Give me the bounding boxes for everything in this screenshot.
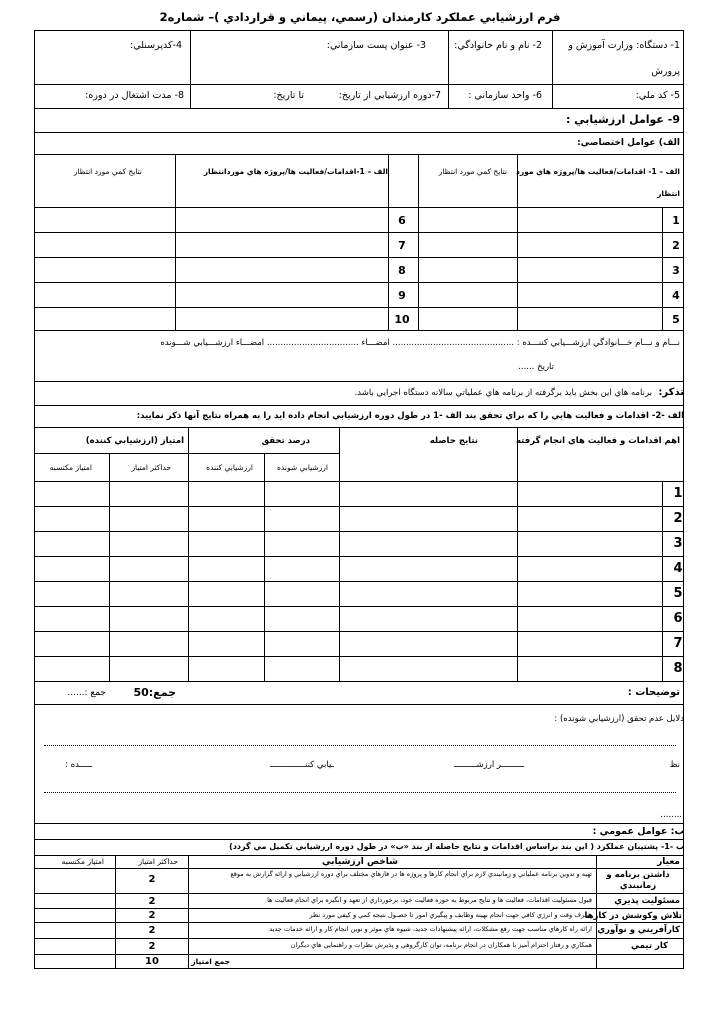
field-personnel-code: 4-كدپرسنلي: [130,40,182,51]
section9-title: 9- عوامل ارزشيابي : [565,113,680,126]
max-score: 2 [148,925,156,936]
field-organization: 1- دستگاه: وزارت آموزش و [568,40,680,51]
col-header-actions-2: الف – 1-اقدامات/فعاليت ها/پروژه هاي موردانتظار [203,167,388,176]
note-text: برنامه هاي اين بخش بايد برگرفته از برنامه هاي عملياتي سالانه دستگاه اجرايي باشد. [354,388,652,398]
table-row-line [34,282,684,283]
col-header-max-score: حداكثر امتياز [131,463,171,472]
evaluator-opinion-label-part: ـــــــــر ارزشـــــــــ [454,760,524,770]
row-number: 4 [672,289,680,302]
table-col-line [175,154,176,330]
sum-max-score: جمع:50 [133,686,176,699]
col-header-score: امتياز (ارزشيابي كننده) [85,436,184,446]
table-col-line [517,427,518,681]
col-header-earned: امتياز مكتسبه [61,857,104,866]
header-row-divider [34,84,684,85]
date-line: تاريخ ...... [518,362,554,372]
row-number: 2 [672,239,680,252]
table-row-line [34,453,339,454]
row-number: 7 [673,636,683,651]
row-number: 7 [398,239,406,252]
criterion-teamwork: كار تيمي [631,941,668,951]
dotted-end: ........ [660,810,682,820]
col-header-criteria: معيار [657,857,680,867]
table-row-line [34,606,684,607]
row-number: 8 [398,264,406,277]
field-period-from: 7-دوره ارزشيابي از تاريخ: [338,90,441,101]
row-number: 5 [673,586,683,601]
table-col-line [517,154,518,330]
divider [34,405,684,406]
evaluator-opinion-label-part: ـــــده : [65,760,92,770]
col-header-evaluatee: ارزشيابي شونده [277,463,328,472]
col-header-actions-cont: انتظار [657,189,680,198]
row-number: 1 [673,486,683,501]
table-row-line [34,938,684,939]
signature-line: نـــام و نـــام خـــانوادگي ارزشـــيابي كننـــده : ............................................. امضـــاء .................................. امضـــاء ارزشـــيابي شـــونده [160,338,680,348]
divider [34,855,684,856]
table-col-line [264,453,265,681]
table-row-line [34,330,684,331]
field-fullname: 2- نام و نام خانوادگي: [454,40,542,51]
indicator-innovation: ارائه راه كارهاي مناسب جهت رفع مشكلات، ارائه پيشنهادات جديد، شيوه هاي موثر و نوين انجام كار و ارائه خدمات جديد [269,925,592,933]
specific-factors-title: الف) عوامل اختصاصي: [577,138,680,148]
table-row-line [34,908,684,909]
field-national-id: 5- كد ملي: [635,90,680,101]
form-title: فرم ارزشيابي عملكرد كارمندان (رسمي، پيماني و قراردادي )– شماره2 [159,10,561,24]
table-row-line [34,556,684,557]
max-score: 2 [148,896,156,907]
criterion-responsibility: مسئوليت پذيري [614,896,680,906]
row-number: 9 [398,289,406,302]
evaluator-opinion-label: نظ [669,760,680,770]
divider [34,823,684,824]
divider [34,427,684,428]
table-col-line [188,427,189,681]
criterion-innovation: كارآفريني و نوآوري [597,925,680,935]
alef2-title: الف -2- اقدامات و فعاليت هايي را كه براي تحقق بند الف -1 در طول دوره ارزشيابي انجام داده ايد را به همراه نتايج آنها ذكر نماييد: [136,411,684,421]
divider [34,839,684,840]
col-header-quant-results-2: نتايج كمي مورد انتظار [73,167,142,176]
header-bottom-divider [34,108,684,109]
divider [34,381,684,382]
indicator-planning: تهيه و تدوين برنامه عملياتي و زمانبندي لازم براي انجام كارها و پروژه ها در فازهاي مختلف براي دوره ارزشيابي و ارائه گزارش به موقع [230,870,592,878]
criterion-planning: داشتن برنامه و زمانبندي [606,870,670,891]
general-factors-subtitle: ب -1- پشتيبان عملكرد ( اين بند براساس اقدامات و نتايج حاصله از بند «ب» در طول دوره ارزشيابي تكميل مي گردد) [229,842,684,851]
col-header-results: نتايج حاصله [429,436,478,446]
divider [34,704,684,705]
max-score: 2 [148,874,156,885]
table-row-line [34,531,684,532]
field-period-to: تا تاريخ: [273,90,304,101]
table-col-line [662,207,663,330]
header-col-divider-1 [552,30,553,108]
sum-label: جمع امتياز [191,957,230,966]
reasons-label: دلايل عدم تحقق (ارزشيابي شونده) : [554,714,684,724]
row-number: 3 [673,536,683,551]
row-number: 2 [673,511,683,526]
table-col-line [339,427,340,681]
col-header-indicator: شاخص ارزشيابي [322,857,398,867]
col-header-max: حداكثر امتياز [138,857,178,866]
table-row-line [34,631,684,632]
field-employment-duration: 8- مدت اشتغال در دوره: [85,90,184,101]
row-number: 4 [673,561,683,576]
note-label: تذكر: [658,387,684,398]
header-col-divider-2 [448,30,449,84]
header-col-divider-3 [190,30,191,108]
row-number: 1 [672,214,680,227]
table-row-line [34,307,684,308]
max-score: 2 [148,941,156,952]
max-score: 2 [148,910,156,921]
table-col-line [418,154,419,330]
row-number: 6 [673,611,683,626]
row-number: 8 [673,661,683,676]
table-row-line [34,481,684,482]
criterion-effort: تلاش وكوشش در كارها [584,911,682,921]
divider [34,132,684,133]
col-header-earned-score: امتياز مكتسبه [49,463,92,472]
indicator-effort: صـرف وقت و انرژي كافي جهت انجام بهينه وظايف و پيگيري امور تا حصـول نتيجه كمي و كيفي مورد نظر [309,911,592,919]
sum-value: 10 [145,956,159,967]
dotted-line [44,792,676,793]
col-header-evaluator: ارزشيابي كننده [206,463,253,472]
table-row-line [34,506,684,507]
table-row-line [34,257,684,258]
header-col-divider-4 [448,84,449,108]
table-row-line [34,232,684,233]
col-header-main-actions: اهم اقدامات و فعاليت هاي انجام گرفته [516,436,680,446]
field-job-title: 3- عنوان پست سازماني: [326,40,426,51]
field-organization-cont: پرورش [651,66,680,77]
table-row-line [34,581,684,582]
table-row-line [34,681,684,682]
table-col-line [188,855,189,969]
row-number: 6 [398,214,406,227]
sum-earned-score: جمع :...... [67,688,106,698]
evaluator-opinion-label-part: ـيابي كننــــــــــــــ [270,760,334,770]
row-number: 3 [672,264,680,277]
table-row-line [34,922,684,923]
explanations-label: توضيحات : [627,687,680,698]
dotted-line [44,745,676,746]
col-header-quant-results: نتايج كمي مورد انتظار [438,167,507,176]
col-header-actions: الف – 1- اقدامات/فعاليت ها/پروژه هاي مورد [515,167,680,176]
table-col-line [115,855,116,969]
table-row-line [34,893,684,894]
row-number: 10 [394,313,410,326]
table-col-line [109,453,110,681]
indicator-teamwork: همكاري و رفتار احترام آميز با همكاران در انجام برنامه، توان كارگروهي و پذيرش نظرات و راهنمايي هاي ديگران [290,941,592,949]
field-org-unit: 6- واحد سازماني : [468,90,542,101]
table-row-line [34,954,684,955]
row-number: 5 [672,313,680,326]
table-row-line [34,207,684,208]
general-factors-title: ب: عوامل عمومي : [592,826,684,837]
col-header-achievement: درصد تحقق [261,436,310,446]
table-row-line [34,868,684,869]
table-col-line [388,154,389,330]
table-row-line [34,656,684,657]
divider [34,154,684,155]
indicator-responsibility: قبول مسئوليت اقدامات، فعاليت ها و نتايج مربوط به حوزه فعاليت خود، برخورداري از تعهد و انگيزه براي انجام فعاليت ها [267,896,592,904]
